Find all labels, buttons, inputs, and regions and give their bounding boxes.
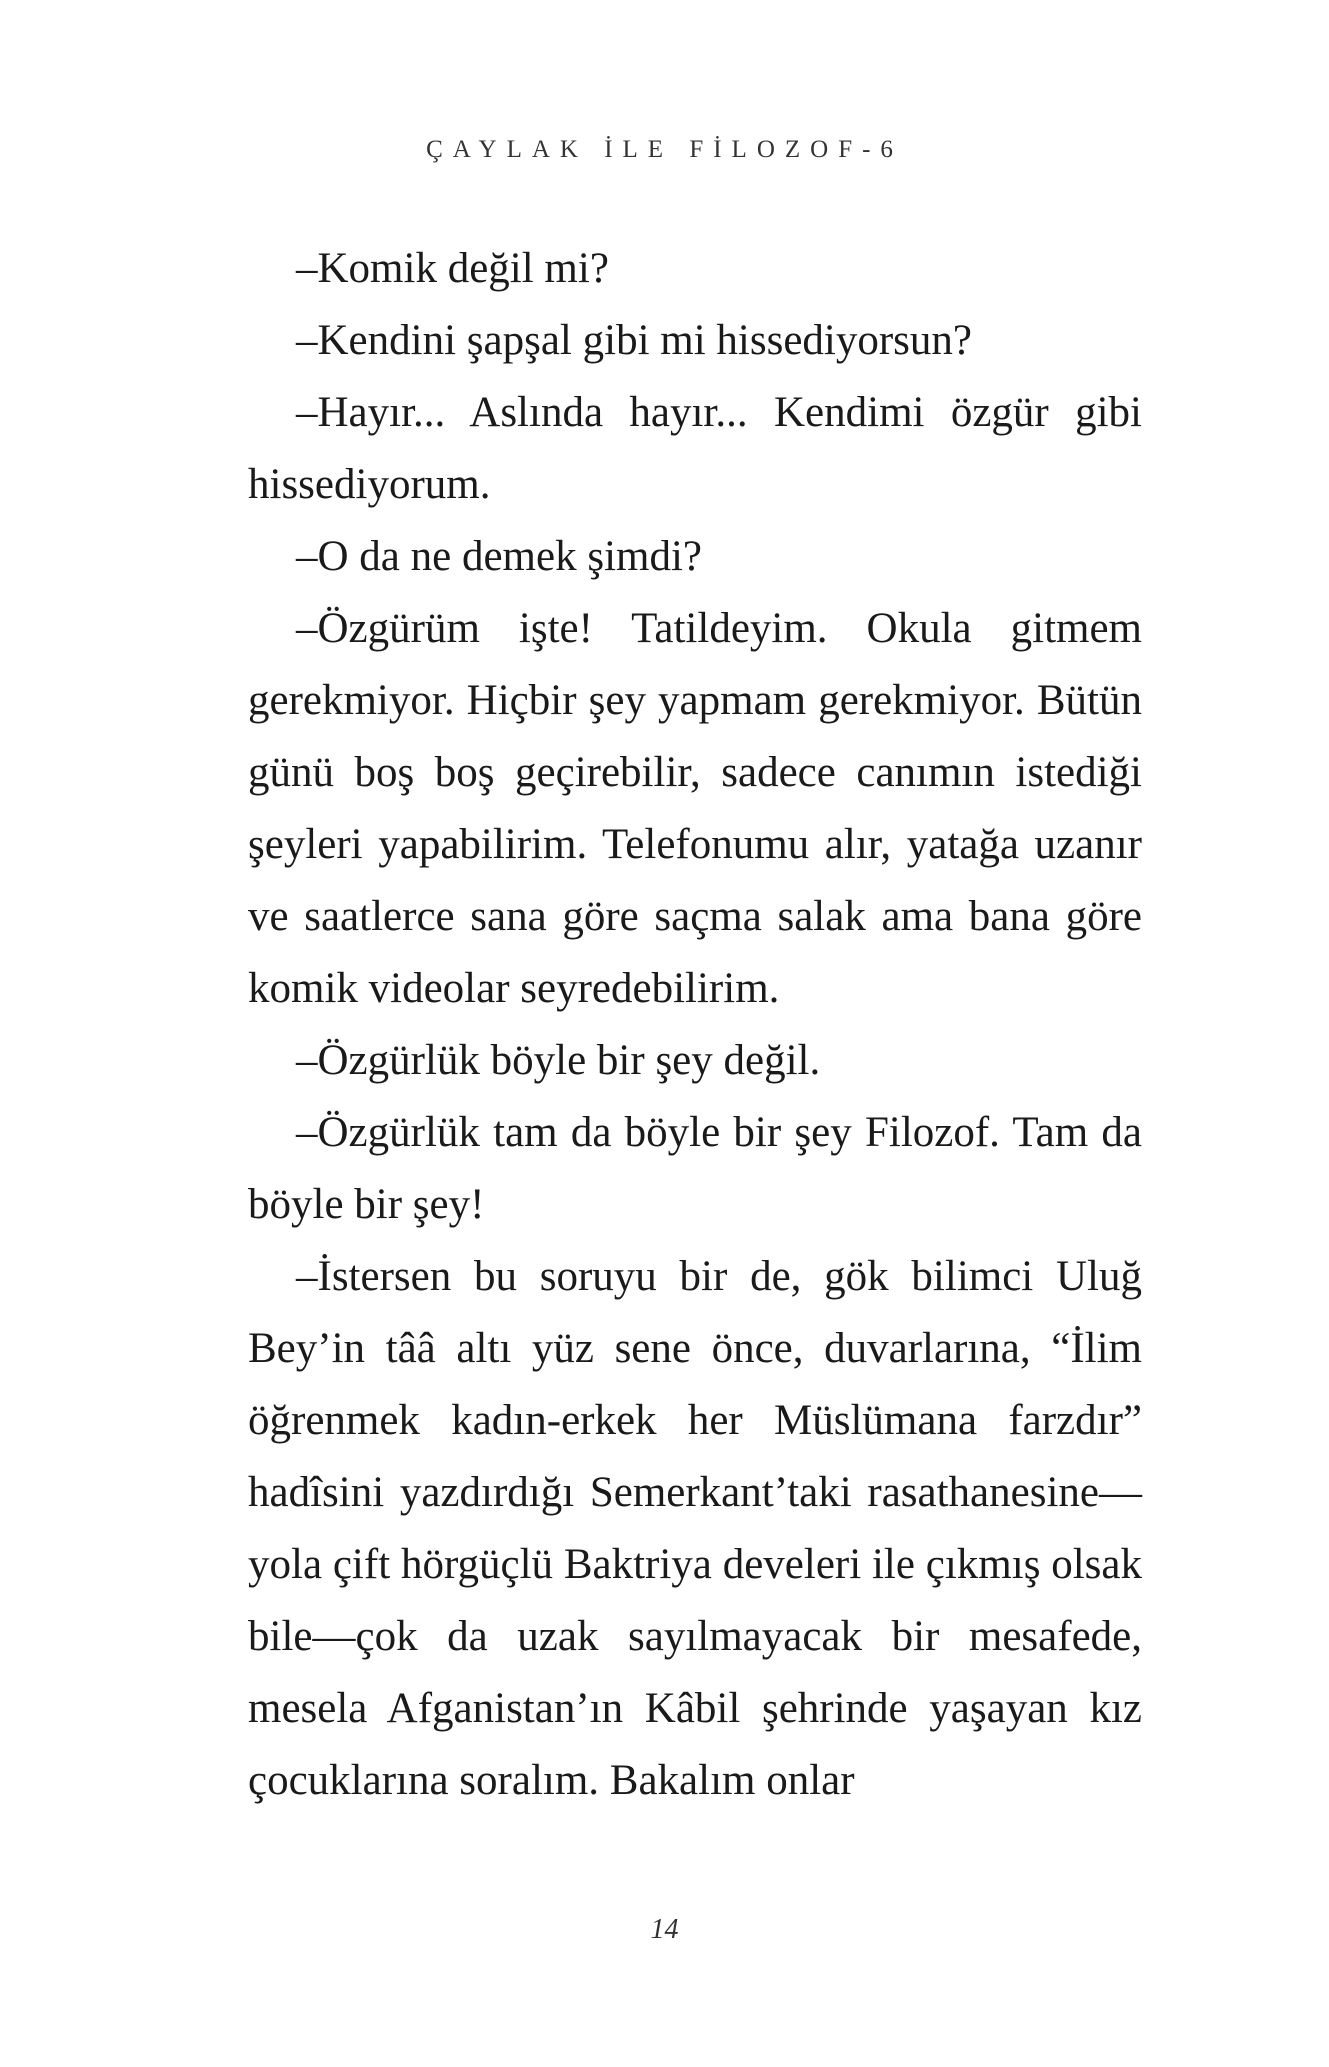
paragraph: –Komik değil mi? [296, 245, 609, 292]
paragraph: –Kendini şapşal gibi mi hissediyorsun? [296, 317, 972, 364]
paragraph: –Hayır... Aslında hayır... Kendimi özgür gibi hissediyorum. [248, 389, 1142, 508]
paragraph: –Özgürüm işte! Tatildeyim. Okula gitmem gerekmiyor. Hiçbir şey yapmam gerekmiyor. Bütün günü boş boş geçirebilir, sadece canımın istediği şeyleri yapabilirim. Telefonumu alır, yatağa uzanır ve saatlerce sana göre saçma salak ama bana göre komik videolar seyredebilirim. [248, 605, 1142, 1012]
running-head: ÇAYLAK İLE FİLOZOF-6 [426, 136, 903, 163]
page-number: 14 [650, 1914, 679, 1945]
paragraph: –İstersen bu soruyu bir de, gök bilimci Uluğ Bey’in tââ altı yüz sene önce, duvarlarına, “İlim öğrenmek kadın-erkek her Müslümana farzdır” hadîsini yazdırdığı Semerkant’taki rasathanesine—yola çift hörgüçlü Baktriya develeri ile çıkmış olsak bile—çok da uzak sayılmayacak bir mesafede, mesela Afganistan’ın Kâbil şehrinde yaşayan kız çocuklarına soralım. Bakalım onlar [248, 1253, 1142, 1804]
body-text [248, 233, 1142, 1817]
paragraph: –O da ne demek şimdi? [296, 533, 703, 580]
paragraph: –Özgürlük böyle bir şey değil. [296, 1037, 821, 1084]
paragraph: –Özgürlük tam da böyle bir şey Filozof. Tam da böyle bir şey! [248, 1109, 1142, 1228]
